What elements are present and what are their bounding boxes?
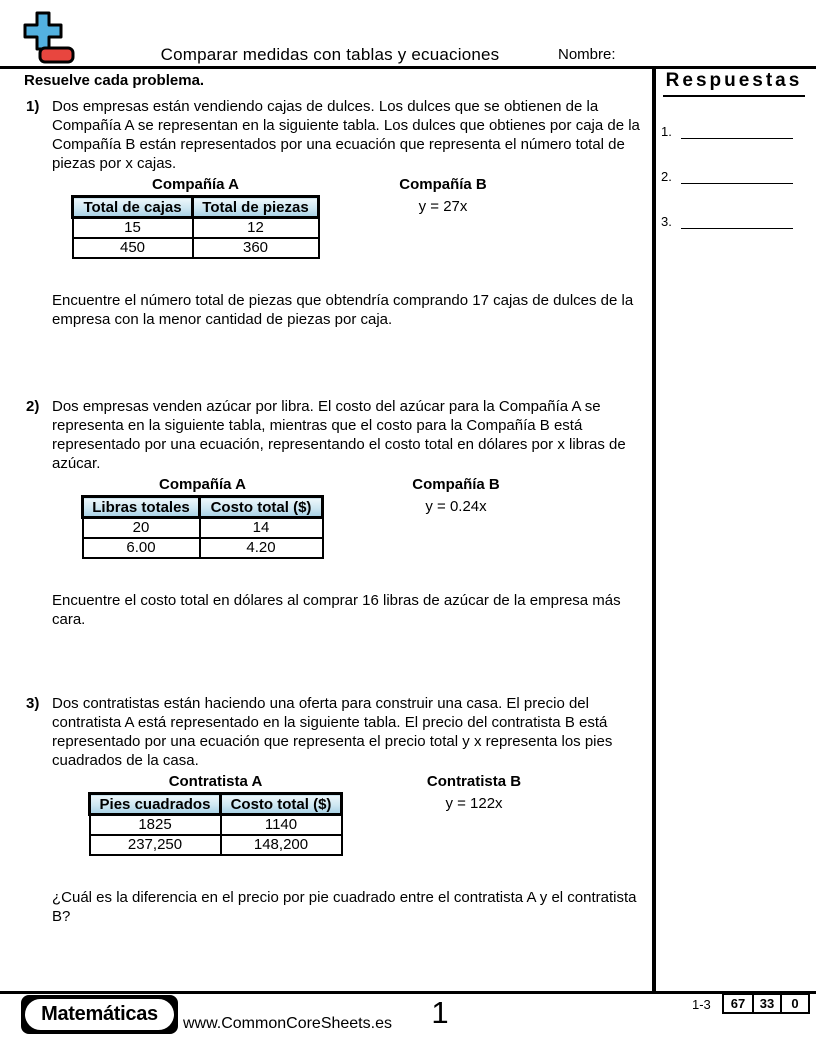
score-cell: 0 [780, 995, 808, 1012]
brand-badge [21, 995, 178, 1034]
data-table [81, 495, 324, 559]
table-cell: 12 [193, 218, 319, 238]
contractor-a-block [88, 773, 343, 856]
problem-text: Dos contratistas están haciendo una oferta para construir una casa. El precio del contratista A está representado en la siguiente tabla. El precio del contratista B está representado por una ecuación que representa el precio total y x representa los pies cuadrados de la casa. [52, 695, 613, 769]
table-cell: 4.20 [200, 538, 323, 558]
answer-item-2 [661, 167, 811, 184]
table-header-row [83, 497, 323, 518]
equation-formula: y = 27x [418, 198, 468, 215]
problem-question: Encuentre el costo total en dólares al comprar 16 libras de azúcar de la empresa más cara. [52, 592, 621, 628]
table-row [83, 518, 323, 538]
column-header: Pies cuadrados [90, 794, 221, 815]
equation-formula: y = 122x [445, 795, 503, 812]
answers-header [661, 70, 807, 97]
table-cell: 1140 [221, 815, 342, 835]
answer-blank-line [681, 168, 793, 184]
problem-media [0, 476, 652, 571]
column-header: Total de piezas [193, 197, 319, 218]
instruction-text: Resuelve cada problema. [24, 72, 205, 89]
table-cell: 6.00 [83, 538, 200, 558]
score-table [722, 993, 810, 1014]
answer-item-1 [661, 122, 811, 139]
answer-number: 1. [661, 124, 672, 139]
table-header-row [73, 197, 319, 218]
brand-label: Matemáticas [25, 999, 174, 1030]
contractor-b-block [389, 773, 559, 812]
table-title: Compañía A [152, 176, 239, 193]
name-label: Nombre: [558, 46, 616, 63]
page-number: 1 [431, 995, 449, 1030]
score-cell: 67 [730, 996, 746, 1011]
problem-media [0, 176, 652, 271]
score-range-label: 1-3 [692, 997, 711, 1012]
table-cell: 148,200 [221, 835, 342, 855]
equation-title: Contratista B [426, 773, 522, 790]
table-cell: 20 [83, 518, 200, 538]
column-header: Total de cajas [73, 197, 193, 218]
score-cell: 33 [752, 995, 780, 1012]
data-table [71, 195, 320, 259]
company-a-block [81, 476, 324, 559]
table-cell: 1825 [90, 815, 221, 835]
problem-3 [0, 694, 652, 926]
footer-divider [0, 991, 816, 994]
problem-media [0, 773, 652, 868]
column-header: Libras totales [83, 497, 200, 518]
data-table [88, 792, 343, 856]
sidebar-divider [652, 68, 656, 992]
site-url: www.CommonCoreSheets.es [183, 1015, 392, 1032]
table-title: Compañía A [159, 476, 246, 493]
header-divider [0, 66, 816, 69]
problem-1 [0, 97, 652, 329]
company-b-block [371, 476, 541, 515]
answer-item-3 [661, 212, 811, 229]
table-cell: 360 [193, 238, 319, 258]
problem-question: ¿Cuál es la diferencia en el precio por pie cuadrado entre el contratista A y el contratista B? [52, 889, 637, 925]
company-a-block [71, 176, 320, 259]
table-cell: 237,250 [90, 835, 221, 855]
problem-number: 1) [26, 98, 40, 115]
problem-number: 2) [26, 398, 40, 415]
problem-number: 3) [26, 695, 40, 712]
column-header: Costo total ($) [200, 497, 323, 518]
column-header: Costo total ($) [221, 794, 342, 815]
answer-number: 3. [661, 214, 672, 229]
table-row [73, 218, 319, 238]
problem-2 [0, 397, 652, 629]
equation-formula: y = 0.24x [425, 498, 487, 515]
company-b-block [358, 176, 528, 215]
answer-blank-line [681, 123, 793, 139]
table-row [73, 238, 319, 258]
table-row [83, 538, 323, 558]
table-row [90, 835, 342, 855]
table-cell: 14 [200, 518, 323, 538]
table-title: Contratista A [168, 773, 263, 790]
answer-blank-line [681, 213, 793, 229]
page-title: Comparar medidas con tablas y ecuaciones [160, 45, 500, 64]
equation-title: Compañía B [412, 476, 500, 493]
equation-title: Compañía B [399, 176, 487, 193]
answer-number: 2. [661, 169, 672, 184]
problem-text: Dos empresas venden azúcar por libra. El costo del azúcar para la Compañía A se representa en la siguiente tabla, mientras que el costo para la Compañía B está representado por una ecuación, representando el costo total en dólares por x libras de azúcar. [52, 398, 626, 472]
table-header-row [90, 794, 342, 815]
problem-text: Dos empresas están vendiendo cajas de dulces. Los dulces que se obtienen de la Compañía A se representan en la siguiente tabla. Los dulces que obtienes por caja de la Compañía B están representados por una ecuación que representa el número total de piezas por x cajas. [52, 98, 640, 172]
answers-title: Respuestas [663, 70, 806, 97]
table-row [90, 815, 342, 835]
table-cell: 15 [73, 218, 193, 238]
table-cell: 450 [73, 238, 193, 258]
problem-question: Encuentre el número total de piezas que obtendría comprando 17 cajas de dulces de la empresa con la menor cantidad de piezas por caja. [52, 292, 634, 328]
